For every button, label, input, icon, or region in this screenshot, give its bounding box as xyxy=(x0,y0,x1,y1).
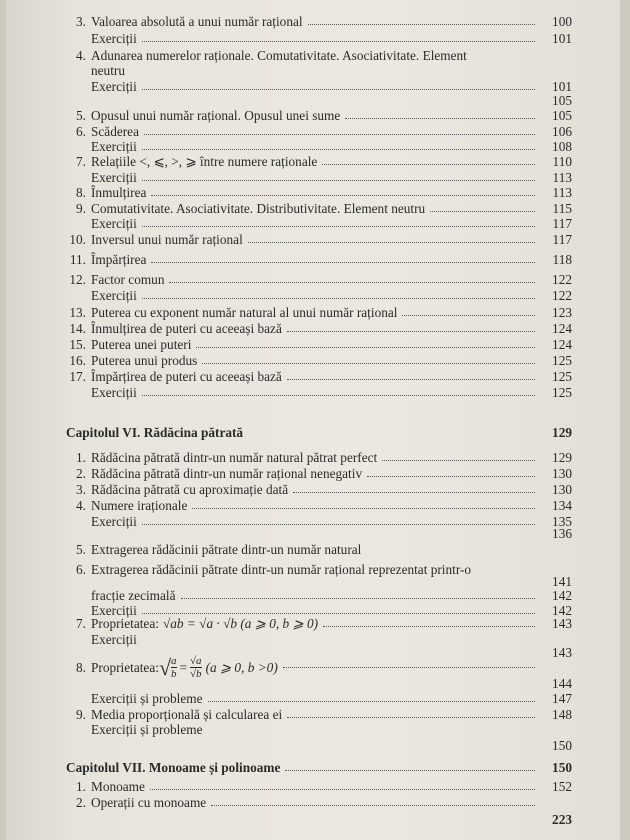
dot-leader xyxy=(142,226,535,227)
folio-number: 223 xyxy=(552,812,572,827)
toc-entry xyxy=(66,14,572,29)
page-number: 134 xyxy=(552,498,572,513)
chapter-title: Capitolul VII. Monoame și polinoame xyxy=(66,760,281,775)
formula: √ab = √a · √b (a ⩾ 0, b ⩾ 0) xyxy=(162,616,319,631)
page-number: 118 xyxy=(552,252,572,267)
fraction: $\frac{a}{b}$ xyxy=(171,655,177,680)
page-number: 142 xyxy=(552,603,572,618)
entry-number: 1. xyxy=(76,450,86,465)
page-number: 115 xyxy=(552,201,572,216)
dot-leader xyxy=(287,717,535,718)
toc-entry xyxy=(66,466,572,481)
toc-entry xyxy=(66,542,572,557)
entry-number: 11. xyxy=(69,252,86,267)
entry-title: Exerciții xyxy=(91,385,137,400)
toc-entry xyxy=(66,216,572,231)
page-number: 125 xyxy=(552,353,572,368)
toc-entry xyxy=(66,779,572,794)
toc-entry xyxy=(66,124,572,139)
entry-title: Înmulțirea de puteri cu aceeași bază xyxy=(91,321,282,336)
entry-number: 13. xyxy=(69,305,86,320)
toc-entry xyxy=(66,79,572,94)
toc-entry xyxy=(66,252,572,267)
page-number: 117 xyxy=(552,232,572,247)
dot-leader xyxy=(169,282,535,283)
dot-leader xyxy=(283,667,535,668)
page-number: 141 xyxy=(552,574,572,589)
entry-number: 1. xyxy=(76,779,86,794)
entry-title: Exerciții xyxy=(91,603,137,618)
dot-leader xyxy=(285,770,535,771)
toc-page xyxy=(6,0,620,840)
entry-title: Exerciții xyxy=(91,632,137,647)
toc-entry xyxy=(66,676,572,691)
entry-number: 16. xyxy=(69,353,86,368)
chapter-heading xyxy=(66,425,572,440)
entry-title: Rădăcina pătrată dintr-un număr natural pătrat perfect xyxy=(91,450,378,465)
entry-title: Inversul unui număr rațional xyxy=(91,232,243,247)
entry-title: Scăderea xyxy=(91,124,139,139)
page-number: 124 xyxy=(552,321,572,336)
entry-title: Exerciții xyxy=(91,139,137,154)
toc-entry xyxy=(66,170,572,185)
page-number: 130 xyxy=(552,482,572,497)
page-number: 125 xyxy=(552,385,572,400)
page-number: 125 xyxy=(552,369,572,384)
toc-entry xyxy=(66,691,572,706)
entry-number: 4. xyxy=(76,48,86,63)
page-number: 129 xyxy=(552,425,572,440)
entry-title: Exerciții xyxy=(91,216,137,231)
toc-entry xyxy=(66,63,572,78)
entry-number: 2. xyxy=(76,795,86,810)
toc-entry xyxy=(66,48,572,63)
dot-leader xyxy=(430,211,535,212)
dot-leader xyxy=(322,164,535,165)
dot-leader xyxy=(142,613,535,614)
dot-leader xyxy=(248,242,535,243)
entry-title: Exerciții xyxy=(91,514,137,529)
page-number: 150 xyxy=(552,760,572,775)
dot-leader xyxy=(308,24,535,25)
page-number: 113 xyxy=(552,185,572,200)
entry-title: Puterea unei puteri xyxy=(91,337,192,352)
entry-title: Împărțirea de puteri cu aceeași bază xyxy=(91,369,282,384)
page-number: 101 xyxy=(552,79,572,94)
entry-title: Exerciții și probleme xyxy=(91,722,203,737)
entry-title: Exerciții xyxy=(91,288,137,303)
entry-title: Proprietatea: xyxy=(91,660,159,675)
dot-leader xyxy=(181,598,535,599)
entry-title: Exerciții xyxy=(91,31,137,46)
toc-entry xyxy=(66,450,572,465)
dot-leader xyxy=(202,363,535,364)
entry-title: Rădăcina pătrată cu aproximație dată xyxy=(91,482,289,497)
entry-number: 9. xyxy=(76,707,86,722)
entry-title: Înmulțirea xyxy=(91,185,147,200)
toc-entry xyxy=(66,738,572,753)
page-number: 148 xyxy=(552,707,572,722)
toc-entry xyxy=(66,385,572,400)
fraction: $\frac{√a}{√b}$ xyxy=(190,655,202,680)
toc-entry xyxy=(66,588,572,603)
dot-leader xyxy=(142,298,535,299)
dot-leader xyxy=(323,626,535,627)
entry-number: 6. xyxy=(76,124,86,139)
page-number: 129 xyxy=(552,450,572,465)
entry-number: 3. xyxy=(76,14,86,29)
dot-leader xyxy=(287,331,535,332)
dot-leader xyxy=(382,460,535,461)
entry-title: Exerciții xyxy=(91,79,137,94)
entry-number: 17. xyxy=(69,369,86,384)
entry-title: Operații cu monoame xyxy=(91,795,207,810)
toc-entry xyxy=(66,185,572,200)
dot-leader xyxy=(142,41,535,42)
toc-entry xyxy=(66,201,572,216)
entry-number: 5. xyxy=(76,542,86,557)
entry-number: 4. xyxy=(76,498,86,513)
toc-entry xyxy=(66,31,572,46)
entry-number: 15. xyxy=(69,337,86,352)
page-number: 113 xyxy=(552,170,572,185)
page-number: 122 xyxy=(552,288,572,303)
entry-title: Rădăcina pătrată dintr-un număr rațional nenegativ xyxy=(91,466,363,481)
entry-number: 7. xyxy=(76,616,86,631)
entry-number: 3. xyxy=(76,482,86,497)
page-number: 136 xyxy=(552,526,572,541)
page-number: 144 xyxy=(552,676,572,691)
page-number: 152 xyxy=(552,779,572,794)
toc-entry xyxy=(66,305,572,320)
page-number: 122 xyxy=(552,272,572,287)
toc-entry xyxy=(66,353,572,368)
page-number: 110 xyxy=(552,154,572,169)
toc-entry xyxy=(66,707,572,722)
toc-entry xyxy=(66,498,572,513)
toc-entry xyxy=(66,139,572,154)
dot-leader xyxy=(402,315,535,316)
entry-title: Proprietatea: xyxy=(91,616,159,631)
toc-entry: 8. Proprietatea: √ $\frac{a}{b}$ = $\frac{√a}{√b}$ (a ⩾ 0, b >0) 143 xyxy=(66,655,572,680)
entry-title: Monoame xyxy=(91,779,145,794)
toc-entry xyxy=(66,632,572,647)
toc-entry xyxy=(66,482,572,497)
condition: (a ⩾ 0, b >0) xyxy=(205,660,278,675)
entry-title: Comutativitate. Asociativitate. Distributivitate. Element neutru xyxy=(91,201,426,216)
toc-entry xyxy=(66,108,572,123)
dot-leader xyxy=(192,508,535,509)
page-number: 105 xyxy=(552,108,572,123)
sqrt-symbol: √ xyxy=(158,655,172,680)
entry-number: 6. xyxy=(76,562,86,577)
entry-title: Adunarea numerelor raționale. Comutativitate. Asociativitate. Element xyxy=(91,48,467,63)
dot-leader xyxy=(142,524,535,525)
toc-entry xyxy=(66,369,572,384)
chapter-title: Capitolul VI. Rădăcina pătrată xyxy=(66,425,244,440)
entry-title: Extragerea rădăcinii pătrate dintr-un număr rațional reprezentat printr-o xyxy=(91,562,472,577)
page-number: 130 xyxy=(552,466,572,481)
dot-leader xyxy=(142,89,535,90)
dot-leader xyxy=(196,347,535,348)
dot-leader xyxy=(150,789,535,790)
entry-title: Exerciții și probleme xyxy=(91,691,203,706)
page-number: 100 xyxy=(552,14,572,29)
toc-entry xyxy=(66,93,572,108)
dot-leader xyxy=(287,379,535,380)
entry-title: Puterea cu exponent număr natural al unui număr rațional xyxy=(91,305,398,320)
page-number: 105 xyxy=(552,93,572,108)
toc-entry xyxy=(66,574,572,589)
entry-title: Relațiile <, ⩽, >, ⩾ între numere raționale xyxy=(91,154,318,169)
toc-entry xyxy=(66,288,572,303)
entry-number: 12. xyxy=(69,272,86,287)
dot-leader xyxy=(151,262,535,263)
page-number: 106 xyxy=(552,124,572,139)
dot-leader xyxy=(211,805,535,806)
entry-title: fracție zecimală xyxy=(91,588,176,603)
entry-number: 9. xyxy=(76,201,86,216)
entry-title: Puterea unui produs xyxy=(91,353,198,368)
page-number: 123 xyxy=(552,305,572,320)
entry-title: neutru xyxy=(91,63,125,78)
entry-number: 2. xyxy=(76,466,86,481)
entry-number: 14. xyxy=(69,321,86,336)
dot-leader xyxy=(142,395,535,396)
page-number: 147 xyxy=(552,691,572,706)
page-number: 143 xyxy=(552,645,572,660)
entry-title: Factor comun xyxy=(91,272,165,287)
chapter-heading xyxy=(66,760,572,775)
entry-number: 5. xyxy=(76,108,86,123)
toc-entry xyxy=(66,526,572,541)
page-number: 135 xyxy=(552,514,572,529)
entry-title: Exerciții xyxy=(91,170,137,185)
toc-entry xyxy=(66,321,572,336)
page-footer xyxy=(66,812,572,827)
dot-leader xyxy=(142,180,535,181)
entry-title: Media proporțională și calcularea ei xyxy=(91,707,283,722)
dot-leader xyxy=(142,149,535,150)
entry-title: Opusul unui număr rațional. Opusul unei sume xyxy=(91,108,341,123)
page-number: 124 xyxy=(552,337,572,352)
toc-entry xyxy=(66,616,572,631)
page-number: 117 xyxy=(552,216,572,231)
dot-leader xyxy=(293,492,535,493)
toc-entry xyxy=(66,722,572,737)
toc-entry xyxy=(66,337,572,352)
page-number: 101 xyxy=(552,31,572,46)
entry-number: 7. xyxy=(76,154,86,169)
page-number: 142 xyxy=(552,588,572,603)
entry-number: 8. xyxy=(76,185,86,200)
toc-entry xyxy=(66,795,572,810)
entry-title: Împărțirea xyxy=(91,252,147,267)
dot-leader xyxy=(151,195,535,196)
toc-entry xyxy=(66,154,572,169)
entry-title: Valoarea absolută a unui număr rațional xyxy=(91,14,303,29)
dot-leader xyxy=(144,134,535,135)
entry-title: Extragerea rădăcinii pătrate dintr-un număr natural xyxy=(91,542,362,557)
entry-number: 10. xyxy=(69,232,86,247)
page-number: 150 xyxy=(552,738,572,753)
entry-title: Numere iraționale xyxy=(91,498,188,513)
page-number: 108 xyxy=(552,139,572,154)
toc-entry xyxy=(66,272,572,287)
page-number: 143 xyxy=(552,616,572,631)
toc-entry xyxy=(66,232,572,247)
dot-leader xyxy=(367,476,535,477)
entry-number: 8. xyxy=(76,660,86,675)
dot-leader xyxy=(208,701,535,702)
dot-leader xyxy=(345,118,535,119)
